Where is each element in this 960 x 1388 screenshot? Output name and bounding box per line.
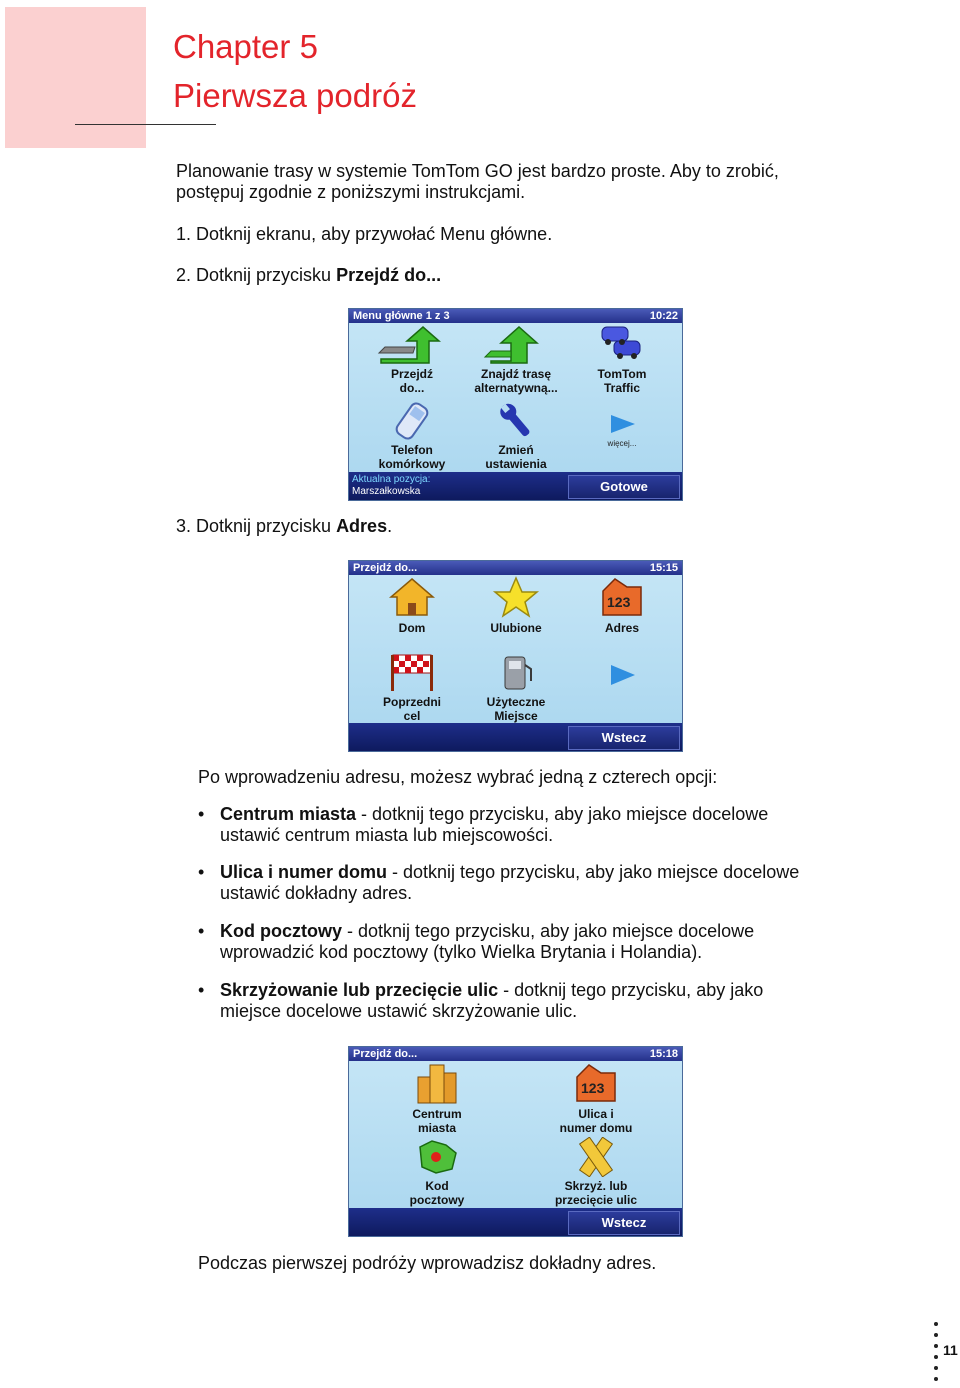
- crossroads-icon: [571, 1137, 621, 1177]
- wrench-icon: [491, 401, 541, 441]
- tile-postcode[interactable]: Kod pocztowy: [389, 1137, 485, 1207]
- tile-street-and-number[interactable]: 123 Ulica i numer domu: [541, 1061, 651, 1135]
- city-buildings-icon: [412, 1061, 462, 1105]
- screenshot-go-to-menu: [348, 560, 683, 752]
- intro-paragraph: Planowanie trasy w systemie TomTom GO jest bardzo proste. Aby to zrobić, postępuj zgodnie z poniższymi instrukcjami.: [176, 161, 779, 202]
- go-to-arrow-icon: [377, 323, 447, 365]
- option-street-and-number: Ulica i numer domu - dotknij tego przycisku, aby jako miejsce docelowe ustawić dokładny adres.: [220, 862, 800, 903]
- screen-bottom-bar: [349, 1208, 682, 1236]
- star-icon: [491, 575, 541, 619]
- svg-text:123: 123: [607, 594, 631, 610]
- tile-traffic[interactable]: TomTom Traffic: [579, 323, 665, 395]
- bullet-dot: •: [198, 862, 205, 882]
- next-arrow-icon: [607, 413, 637, 435]
- screenshot-main-menu: [348, 308, 683, 501]
- tile-address[interactable]: 123 Adres: [579, 575, 665, 635]
- closing-paragraph: Podczas pierwszej podróży wprowadzisz dokładny adres.: [198, 1253, 657, 1273]
- tile-mobile-phone[interactable]: Telefon komórkowy: [369, 401, 455, 471]
- step-1: 1. Dotknij ekranu, aby przywołać Menu główne.: [176, 224, 553, 244]
- tile-city-centre[interactable]: Centrum miasta: [389, 1061, 485, 1135]
- back-button[interactable]: Wstecz: [568, 726, 680, 750]
- chapter-title: Pierwsza podróż: [173, 77, 417, 114]
- option-city-centre: Centrum miasta - dotknij tego przycisku, aby jako miejsce docelowe ustawić centrum miasta lub miejscowości.: [220, 804, 769, 845]
- chapter-rule: [75, 124, 216, 125]
- screen-titlebar: Menu główne 1 z 3 10:22: [349, 309, 682, 323]
- tile-previous-destination[interactable]: Poprzedni cel: [369, 651, 455, 723]
- tile-points-of-interest[interactable]: Użyteczne Miejsce: [471, 651, 561, 723]
- bullet-dot: •: [198, 804, 205, 824]
- svg-text:123: 123: [581, 1080, 605, 1096]
- tile-more[interactable]: więcej...: [594, 413, 650, 451]
- screen-titlebar: Przejdź do... 15:15: [349, 561, 682, 575]
- checkered-flag-icon: [387, 651, 437, 693]
- bullet-dot: •: [198, 921, 205, 941]
- done-button[interactable]: Gotowe: [568, 475, 680, 499]
- chapter-color-block: [5, 7, 146, 148]
- current-position: Aktualna pozycja: Marszałkowska: [352, 474, 431, 497]
- map-region-icon: [412, 1137, 462, 1177]
- tile-next-page[interactable]: [604, 663, 640, 689]
- screen-titlebar: Przejdź do... 15:18: [349, 1047, 682, 1061]
- address-house-icon: [571, 1061, 621, 1105]
- address-house-icon: [597, 575, 647, 619]
- tile-change-settings[interactable]: Zmień ustawienia: [471, 401, 561, 471]
- option-postcode: Kod pocztowy - dotknij tego przycisku, aby jako miejsce docelowe wprowadzić kod pocztowy (tylko Wielka Brytania i Holandia).: [220, 921, 755, 962]
- chapter-number: Chapter 5: [173, 28, 318, 65]
- house-icon: [387, 575, 437, 619]
- screen-bottom-bar: [349, 472, 682, 500]
- option-crossing: Skrzyżowanie lub przecięcie ulic - dotknij tego przycisku, aby jako miejsce docelowe ustawić skrzyżowanie ulic.: [220, 980, 764, 1021]
- tile-alt-route[interactable]: Znajdź trasę alternatywną...: [461, 323, 571, 395]
- fuel-pump-icon: [491, 651, 541, 693]
- bullet-dot: •: [198, 980, 205, 1000]
- tile-crossing[interactable]: Skrzyż. lub przecięcie ulic: [541, 1137, 651, 1207]
- options-intro: Po wprowadzeniu adresu, możesz wybrać jedną z czterech opcji:: [198, 767, 718, 787]
- tile-go-to[interactable]: Przejdź do...: [369, 323, 455, 395]
- page-dots-decoration: [934, 1322, 938, 1388]
- screenshot-address-options: [348, 1046, 683, 1237]
- step-3: 3. Dotknij przycisku Adres.: [176, 516, 393, 536]
- page-number: 11: [943, 1342, 958, 1358]
- back-button[interactable]: Wstecz: [568, 1211, 680, 1235]
- next-arrow-icon: [607, 663, 637, 687]
- alt-route-arrow-icon: [481, 323, 551, 365]
- step-2: 2. Dotknij przycisku Przejdź do...: [176, 265, 442, 285]
- screen-bottom-bar: [349, 723, 682, 751]
- traffic-cars-icon: [592, 323, 652, 365]
- mobile-phone-icon: [387, 401, 437, 441]
- tile-favourites[interactable]: Ulubione: [471, 575, 561, 635]
- tile-home[interactable]: Dom: [369, 575, 455, 635]
